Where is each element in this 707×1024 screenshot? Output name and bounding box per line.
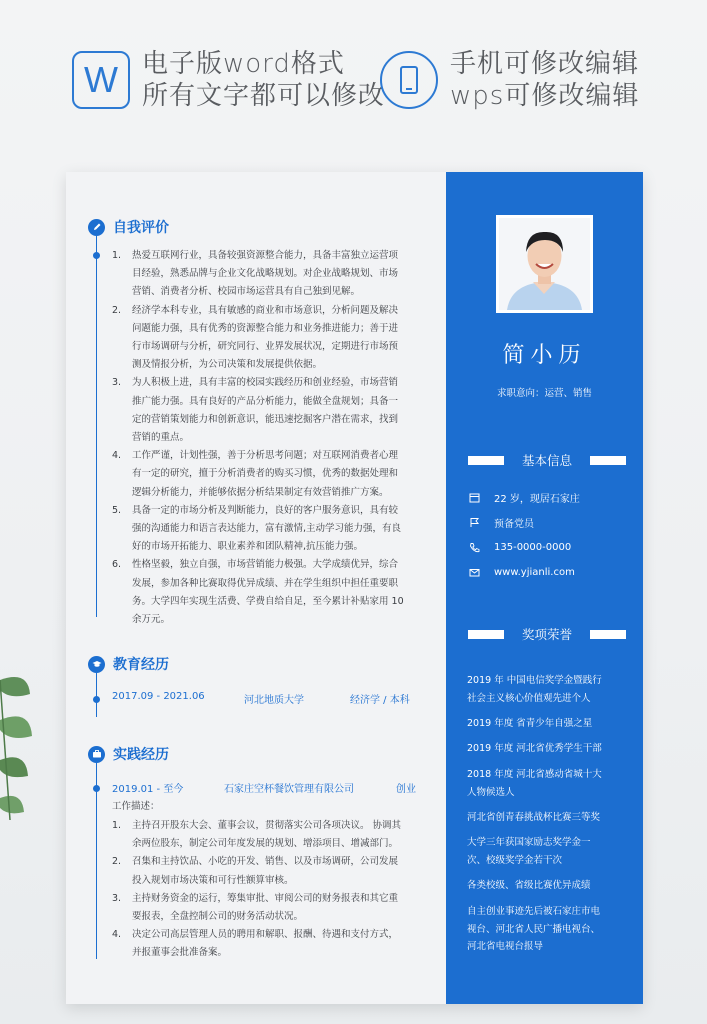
timeline-dot bbox=[93, 696, 100, 703]
section-title: 实践经历 bbox=[113, 747, 169, 763]
practice-entry bbox=[112, 780, 422, 795]
top-banner bbox=[0, 0, 707, 150]
timeline-line bbox=[96, 763, 97, 959]
list-item: 1. 主持召开股东大会、董事会议，贯彻落实公司各项决议。 协调其 余两位股东，制定公司年度发展的规划、增添项目、增减部门。 bbox=[112, 820, 402, 850]
calendar-icon bbox=[468, 492, 480, 504]
list-item: 2. 经济学本科专业，具有敏感的商业和市场意识，分析问题及解决 问题能力强，具有优秀的资源整合能力和业务推进能力；善于进 行市场调研与分析，研究同行、业界发展状况，定期进行市场预 测及情报分析，为公司决策和发展提供依据。 bbox=[112, 304, 399, 371]
work-desc-label: 工作描述： bbox=[112, 801, 160, 812]
info-phone: 135-0000-0000 bbox=[468, 541, 571, 553]
education-entry bbox=[112, 691, 422, 706]
practice-period: 2019.01 - 至今 bbox=[112, 784, 184, 795]
info-politics: 预备党员 bbox=[468, 515, 534, 530]
education-heading bbox=[88, 654, 169, 674]
list-item: 3. 主持财务资金的运行，筹集审批、审阅公司的财务报表和其它重 要报表，全盘控制公司的财务活动状况。 bbox=[112, 892, 399, 923]
candidate-name: 简小历 bbox=[502, 343, 587, 368]
section-title: 自我评价 bbox=[113, 220, 169, 236]
education-school: 河北地质大学 bbox=[244, 695, 304, 706]
award-item: 2019 年度 省青少年自强之星 bbox=[467, 718, 593, 729]
divider bbox=[590, 456, 626, 465]
divider bbox=[468, 456, 504, 465]
list-item: 2. 召集和主持饮品、小吃的开发、销售、以及市场调研，公司发展 投入规划市场决策和可行性额算审核。 bbox=[112, 856, 399, 886]
mobile-edit-badge bbox=[380, 48, 639, 112]
award-item: 大学三年获国家励志奖学金一 次、校级奖学金若干次 bbox=[467, 837, 591, 866]
education-period: 2017.09 - 2021.06 bbox=[112, 691, 205, 702]
award-item: 各类校级、省级比赛优异成绩 bbox=[467, 880, 591, 891]
info-age-city: 22 岁，现居石家庄 bbox=[468, 490, 580, 505]
timeline-line bbox=[96, 673, 97, 717]
word-format-badge bbox=[72, 48, 385, 112]
avatar bbox=[496, 215, 593, 313]
section-title: 基本信息 bbox=[521, 453, 572, 468]
job-intent: 求职意向：运营、销售 bbox=[496, 388, 592, 399]
timeline-line bbox=[96, 236, 97, 617]
list-item: 1. 热爱互联网行业，具备较强资源整合能力，具备丰富独立运营项 目经验，熟悉品牌与企业文化战略规划。对企业战略规划、市场 营销、消费者分析、校园市场运营具有自己独到见解。 bbox=[112, 250, 399, 298]
phone-icon bbox=[468, 541, 480, 553]
practice-company: 石家庄空杯餐饮管理有限公司 bbox=[224, 784, 354, 795]
list-item: 3. 为人积极上进，具有丰富的校园实践经历和创业经验，市场营销 推广能力强。具有良好的产品分析能力，能做全盘规划；具备一 定的营销策划能力和创新意识，能迅速挖掘客户潜在需求，找到 营销的重点。 bbox=[112, 377, 399, 444]
award-item: 2019 年 中国电信奖学金暨践行 社会主义核心价值观先进个人 bbox=[467, 675, 602, 704]
basic-info-heading bbox=[468, 451, 626, 469]
resume-right-column bbox=[446, 172, 643, 1004]
awards-heading bbox=[468, 625, 626, 643]
timeline-dot bbox=[93, 252, 100, 259]
award-item: 2018 年度 河北省感动省城十大 人物候选人 bbox=[467, 769, 602, 798]
self-eval-list bbox=[112, 247, 428, 629]
list-item: 6. 性格坚毅，独立自强，市场营销能力极强。大学成绩优异，综合 发展，参加各种比赛取得优异成绩、并在学生组织中担任重要职 务。大学四年实现生活费、学费自给自足，至今累计补贴家用 10 余万元。 bbox=[112, 559, 404, 626]
list-item: 4. 决定公司高层管理人员的聘用和解职、报酬、待遇和支付方式， 并报董事会批准备案。 bbox=[112, 929, 399, 959]
award-item: 2019 年度 河北省优秀学生干部 bbox=[467, 743, 602, 754]
graduation-cap-icon bbox=[88, 656, 105, 673]
info-website: www.yjianli.com bbox=[468, 566, 575, 578]
practice-heading bbox=[88, 744, 169, 764]
resume-page bbox=[66, 172, 643, 1004]
banner-right-line1: 手机可修改编辑 bbox=[450, 49, 640, 79]
pen-icon bbox=[88, 219, 105, 236]
list-item: 4. 工作严谨，计划性强，善于分析思考问题；对互联网消费者心理 有一定的研究，擅于分析消费者的购买习惯，优秀的数据处理和 逻辑分析能力，并能够依据分析结果制定有效营销推广方案。 bbox=[112, 450, 399, 498]
timeline-dot bbox=[93, 785, 100, 792]
award-item: 河北省创青春挑战杯比赛三等奖 bbox=[467, 812, 601, 823]
divider bbox=[590, 630, 626, 639]
practice-role: 创业 bbox=[396, 784, 416, 795]
word-icon: W bbox=[72, 51, 130, 109]
award-item: 自主创业事迹先后被石家庄市电 视台、河北省人民广播电视台、 河北省电视台报导 bbox=[467, 906, 601, 952]
flag-icon bbox=[468, 517, 480, 529]
divider bbox=[468, 630, 504, 639]
banner-left-line2: 所有文字都可以修改 bbox=[142, 81, 386, 111]
banner-right-line2: wps可修改编辑 bbox=[450, 81, 640, 111]
list-item: 5. 具备一定的市场分析及判断能力，良好的客户服务意识，具有较 强的沟通能力和语言表达能力，富有激情,主动学习能力强，有良 好的市场开拓能力、职业素养和团队精神,抗压能力强。 bbox=[112, 504, 402, 553]
section-title: 奖项荣誉 bbox=[521, 627, 572, 642]
self-eval-heading bbox=[88, 217, 169, 237]
resume-left-column bbox=[66, 172, 446, 1004]
phone-icon bbox=[380, 51, 438, 109]
practice-list bbox=[112, 817, 428, 963]
briefcase-icon bbox=[88, 746, 105, 763]
banner-left-line1: 电子版word格式 bbox=[142, 49, 345, 79]
leaf-decoration-icon bbox=[0, 660, 34, 830]
section-title: 教育经历 bbox=[113, 657, 169, 673]
education-degree: 经济学 / 本科 bbox=[350, 695, 410, 706]
mail-icon bbox=[468, 566, 480, 578]
